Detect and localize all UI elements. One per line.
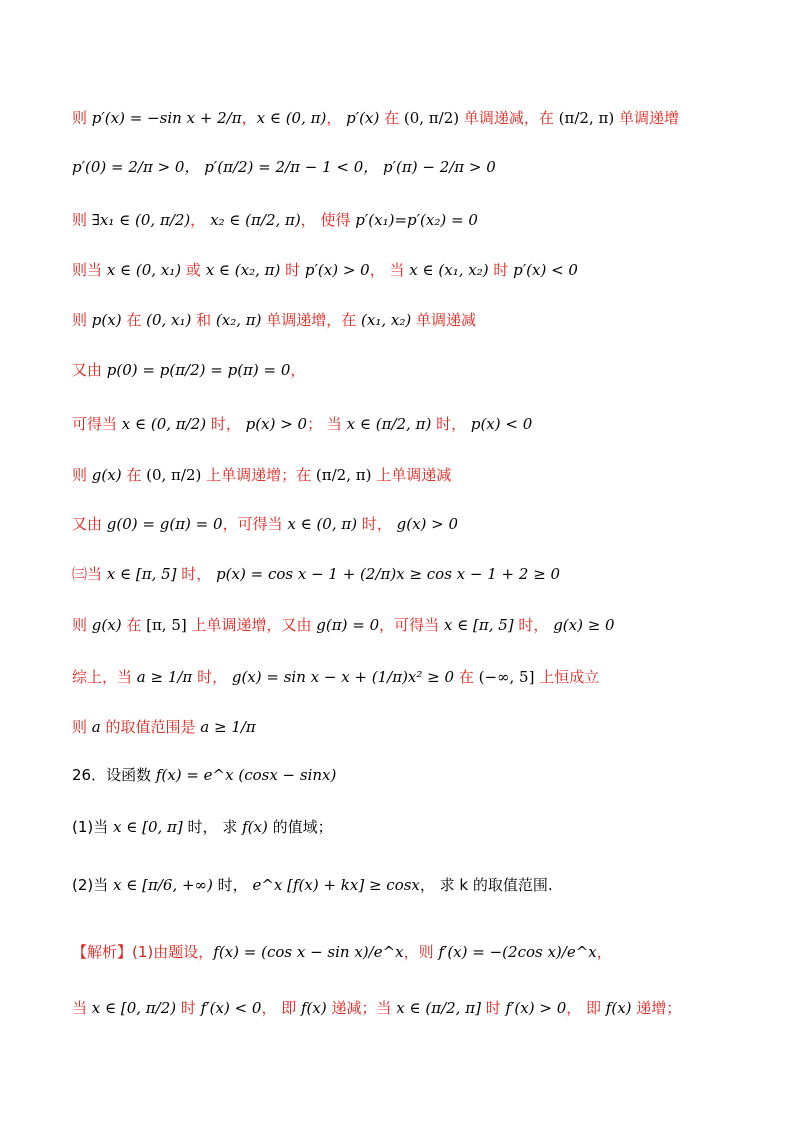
math-expression: x ∈ (π/2, π) [346, 415, 432, 433]
text-segment: 时， [206, 415, 246, 433]
text-segment: 当 [72, 999, 92, 1017]
text-line [72, 559, 560, 589]
math-expression: x ∈ [π/6, +∞) [113, 876, 213, 894]
math-expression: p′(x₁)=p′(x₂) = 0 [355, 211, 478, 229]
math-expression: a ≥ 1/π [136, 668, 193, 686]
math-expression: x ∈ (0, π/2) [121, 415, 207, 433]
text-segment: (1)由题设， [132, 943, 214, 961]
text-segment: 单调递减 [411, 311, 476, 329]
math-expression: x ∈ (π/2, π] [396, 999, 481, 1017]
math-expression: (0, π/2) [146, 466, 202, 484]
math-expression: f(x) [301, 999, 327, 1017]
text-line [72, 812, 333, 842]
text-segment: ， [241, 109, 257, 127]
text-line [72, 937, 612, 967]
text-segment: 时， [176, 565, 217, 583]
math-expression: p(x) > 0 [245, 415, 308, 433]
text-segment: 上单调递增；在 [201, 466, 316, 484]
text-line [72, 409, 532, 439]
math-expression: (0, π/2) [403, 109, 460, 127]
math-expression: (−∞, 5] [478, 668, 535, 686]
text-line [72, 460, 451, 490]
text-segment: 上恒成立 [534, 668, 600, 686]
text-line [72, 509, 458, 539]
math-expression: x₂ ∈ (π/2, π) [210, 211, 301, 229]
text-segment: 时， [192, 668, 232, 686]
text-segment: 时 [280, 261, 305, 279]
text-segment: 又由 [72, 361, 107, 379]
text-segment: ， 即 [261, 999, 301, 1017]
text-line [72, 255, 578, 285]
math-expression: x ∈ [π, 5] [443, 616, 514, 634]
math-expression: g(x) > 0 [396, 515, 459, 533]
text-segment: (1)当 [72, 818, 114, 836]
math-expression: g(x) ≥ 0 [553, 616, 615, 634]
text-line [72, 760, 336, 790]
text-segment: 在 [454, 668, 479, 686]
math-expression: p′(0) = 2/π > 0， p′(π/2) = 2/π − 1 < 0， p′(π) − 2/π > 0 [72, 158, 496, 176]
text-segment: 则 [72, 211, 92, 229]
math-expression: [π, 5] [146, 616, 187, 634]
math-expression: p(x) < 0 [470, 415, 533, 433]
math-expression: g(π) = 0 [316, 616, 380, 634]
text-segment: 则 [72, 466, 92, 484]
math-expression: f(x) [605, 999, 632, 1017]
math-expression: x ∈ (x₂, π) [205, 261, 281, 279]
math-expression: x ∈ (0, π) [256, 109, 327, 127]
math-expression: f(x) = (cos x − sin x)/e^x [213, 943, 404, 961]
math-expression: x ∈ (0, π) [287, 515, 358, 533]
math-expression: p(0) = p(π/2) = p(π) = 0 [106, 361, 291, 379]
math-expression: (π/2, π) [315, 466, 372, 484]
text-segment: 26．设函数 [72, 766, 156, 784]
text-segment: 在 [121, 466, 147, 484]
text-segment: 单调递减，在 [459, 109, 559, 127]
math-expression: a ≥ 1/π [200, 718, 256, 736]
text-line [72, 610, 615, 640]
text-segment: ， 即 [566, 999, 606, 1017]
math-expression: p(x) = cos x − 1 + (2/π)x ≥ cos x − 1 + 2 ≥ 0 [216, 565, 561, 583]
text-segment: 的取值范围是 [100, 718, 201, 736]
math-expression: a [91, 718, 101, 736]
text-segment: ， [290, 361, 306, 379]
text-segment: 则 [72, 311, 92, 329]
text-segment: 时， [357, 515, 397, 533]
text-segment: 【解析】 [72, 943, 133, 961]
math-expression: p(x) [91, 311, 122, 329]
math-expression: e^x [f(x) + kx] ≥ cosx [252, 876, 420, 894]
text-segment: 时 [176, 999, 201, 1017]
text-segment: ， 当 [369, 261, 410, 279]
text-segment: ； 当 [307, 415, 347, 433]
math-expression: x ∈ [0, π/2) [91, 999, 177, 1017]
text-segment: 时， [513, 616, 554, 634]
text-segment: 则 [72, 109, 92, 127]
text-segment: ， 使得 [300, 211, 356, 229]
math-expression: g(x) [91, 466, 122, 484]
text-segment: 综上，当 [72, 668, 137, 686]
math-expression: (x₁, x₂) [361, 311, 412, 329]
text-segment: 又由 [72, 515, 107, 533]
math-expression: f′(x) > 0 [505, 999, 567, 1017]
math-expression: f′(x) = −(2cos x)/e^x [438, 943, 597, 961]
text-segment: 时， 求 [182, 818, 243, 836]
math-expression: (π/2, π) [558, 109, 615, 127]
math-expression: x ∈ (x₁, x₂) [409, 261, 489, 279]
text-segment: 的值域； [267, 818, 333, 836]
text-line [72, 712, 256, 742]
text-segment: ，则 [403, 943, 439, 961]
text-segment: ， [596, 943, 612, 961]
text-line [72, 152, 496, 182]
text-line [72, 305, 476, 335]
math-expression: p′(x) < 0 [513, 261, 578, 279]
text-segment: 可得当 [72, 415, 122, 433]
math-expression: p′(x) > 0 [304, 261, 370, 279]
text-segment: 时 [480, 999, 506, 1017]
text-segment: ， 求 k 的取值范围. [419, 876, 553, 894]
math-expression: p′(x) [346, 109, 380, 127]
text-segment: ， [190, 211, 211, 229]
math-expression: x ∈ [0, π] [113, 818, 183, 836]
math-expression: p′(x) = −sin x + 2/π [91, 109, 242, 127]
text-segment: 时， [212, 876, 253, 894]
math-expression: (x₂, π) [215, 311, 262, 329]
text-segment: ，可得当 [379, 616, 444, 634]
text-segment: 在 [121, 616, 147, 634]
math-expression: f(x) = e^x (cosx − sinx) [155, 766, 337, 784]
math-expression: f(x) [242, 818, 268, 836]
math-expression: (0, x₁) [146, 311, 192, 329]
text-segment: (2)当 [72, 876, 114, 894]
text-segment: 递增； [631, 999, 682, 1017]
math-expression: g(x) = sin x − x + (1/π)x² ≥ 0 [231, 668, 455, 686]
math-expression: g(0) = g(π) = 0 [106, 515, 223, 533]
math-expression: ∃x₁ ∈ (0, π/2) [91, 211, 191, 229]
text-segment: 递减；当 [326, 999, 397, 1017]
text-segment: 在 [379, 109, 404, 127]
text-segment: 时 [488, 261, 514, 279]
math-expression: f′(x) < 0 [200, 999, 262, 1017]
text-segment: ， [326, 109, 347, 127]
text-segment: 时， [431, 415, 471, 433]
text-segment: 则 [72, 616, 92, 634]
text-segment: 单调递增，在 [261, 311, 362, 329]
text-line [72, 103, 679, 133]
text-segment: 上单调递增，又由 [186, 616, 317, 634]
text-segment: 单调递增 [614, 109, 679, 127]
text-segment: 和 [191, 311, 216, 329]
text-line [72, 870, 553, 900]
text-segment: 或 [181, 261, 206, 279]
text-line [72, 993, 681, 1023]
text-segment: ，可得当 [222, 515, 288, 533]
text-segment: 在 [121, 311, 147, 329]
text-segment: 则当 [72, 261, 107, 279]
text-segment: 则 [72, 718, 92, 736]
text-segment: 上单调递减 [371, 466, 452, 484]
math-expression: g(x) [91, 616, 122, 634]
text-line [72, 205, 478, 235]
text-line [72, 355, 305, 385]
math-expression: x ∈ (0, x₁) [106, 261, 182, 279]
text-segment: ㈢当 [72, 565, 107, 583]
math-expression: x ∈ [π, 5] [106, 565, 177, 583]
text-line [72, 662, 599, 692]
